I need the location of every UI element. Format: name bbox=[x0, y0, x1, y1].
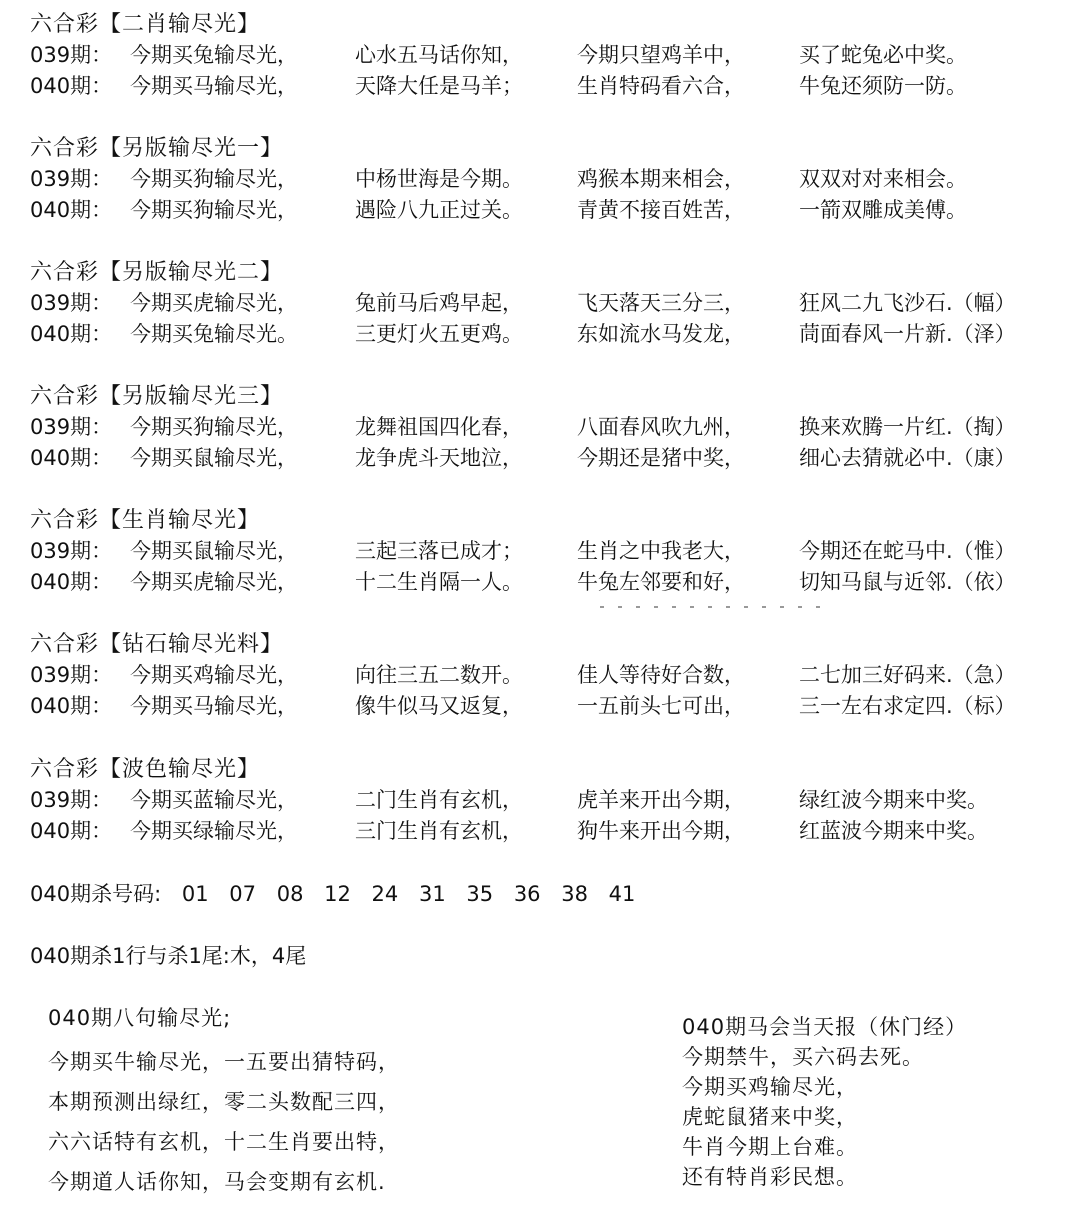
kill-numbers-label: 040期杀号码: bbox=[30, 882, 162, 906]
verse-line: 一箭双雕成美傅。 bbox=[799, 198, 967, 222]
verse-line: 绿红波今期来中奖。 bbox=[799, 788, 988, 812]
verse-line: 狂风二九飞沙石.（幅） bbox=[799, 291, 1016, 315]
verse-line: 茼面春风一片新.（泽） bbox=[799, 322, 1016, 346]
period-label: 040期： bbox=[30, 74, 113, 98]
period-row bbox=[30, 567, 1075, 598]
section-title: 六合彩【钻石输尽光料】 bbox=[30, 632, 284, 657]
kill-number: 24 bbox=[371, 882, 399, 906]
period-label: 040期： bbox=[30, 819, 113, 843]
verse-line: 东如流水马发龙， bbox=[577, 322, 745, 346]
verse-line: 今期买蓝输尽光， bbox=[130, 788, 298, 812]
section-title: 六合彩【二肖输尽光】 bbox=[30, 12, 261, 37]
verse-line: 一五前头七可出， bbox=[577, 694, 745, 718]
poem-line: 六六话特有玄机，十二生肖要出特， bbox=[48, 1130, 400, 1154]
verse-line: 今期买鸡输尽光， bbox=[130, 663, 298, 687]
period-row bbox=[30, 691, 1075, 722]
period-row bbox=[30, 164, 1075, 195]
section-ling-ban-3 bbox=[30, 382, 1075, 474]
kill-number: 31 bbox=[418, 882, 446, 906]
verse-line: 切知马鼠与近邻.（依） bbox=[799, 570, 1016, 594]
report-line: 牛肖今期上台难。 bbox=[682, 1135, 858, 1159]
period-label: 039期： bbox=[30, 415, 113, 439]
verse-line: 换来欢腾一片红.（掏） bbox=[799, 415, 1016, 439]
verse-line: 向往三五二数开。 bbox=[355, 663, 523, 687]
period-row bbox=[30, 660, 1075, 691]
period-row bbox=[30, 288, 1075, 319]
period-row bbox=[30, 816, 1075, 847]
period-label: 040期： bbox=[30, 694, 113, 718]
verse-line: 今期只望鸡羊中， bbox=[577, 43, 745, 67]
period-row bbox=[30, 71, 1075, 102]
poem-line: 今期买牛输尽光，一五要出猜特码， bbox=[48, 1050, 400, 1074]
kill-numbers-list bbox=[182, 882, 650, 906]
verse-line: 今期买兔输尽光。 bbox=[130, 322, 298, 346]
verse-line: 细心去猜就必中.（康） bbox=[799, 446, 1016, 470]
kill-number: 07 bbox=[229, 882, 257, 906]
verse-line: 三起三落已成才； bbox=[355, 539, 523, 563]
verse-line: 狗牛来开出今期， bbox=[577, 819, 745, 843]
eight-line-poem bbox=[48, 1003, 400, 1202]
period-row bbox=[30, 319, 1075, 350]
verse-line: 今期还在蛇马中.（惟） bbox=[799, 539, 1016, 563]
verse-line: 虎羊来开出今期， bbox=[577, 788, 745, 812]
period-row bbox=[30, 40, 1075, 71]
verse-line: 佳人等待好合数， bbox=[577, 663, 745, 687]
verse-line: 十二生肖隔一人。 bbox=[355, 570, 523, 594]
period-row bbox=[30, 412, 1075, 443]
period-row bbox=[30, 443, 1075, 474]
kill-number: 01 bbox=[181, 882, 209, 906]
section-sheng-xiao bbox=[30, 506, 1075, 598]
kill-number: 35 bbox=[466, 882, 494, 906]
verse-line: 中杨世海是今期。 bbox=[355, 167, 523, 191]
section-ling-ban-1 bbox=[30, 134, 1075, 226]
section-title: 六合彩【波色输尽光】 bbox=[30, 757, 261, 782]
period-row bbox=[30, 195, 1075, 226]
verse-line: 今期还是猪中奖， bbox=[577, 446, 745, 470]
poem-title: 040期八句输尽光; bbox=[48, 1006, 232, 1030]
kill-number: 38 bbox=[561, 882, 588, 906]
horse-club-report bbox=[682, 1012, 967, 1192]
period-row bbox=[30, 785, 1075, 816]
period-row bbox=[30, 536, 1075, 567]
verse-line: 像牛似马又返复， bbox=[355, 694, 523, 718]
report-line: 今期禁牛，买六码去死。 bbox=[682, 1045, 924, 1069]
verse-line: 天降大任是马羊； bbox=[355, 74, 523, 98]
verse-line: 今期买鼠输尽光， bbox=[130, 446, 298, 470]
verse-line: 今期买马输尽光， bbox=[130, 74, 298, 98]
period-label: 039期： bbox=[30, 291, 113, 315]
verse-line: 三一左右求定四.（标） bbox=[799, 694, 1016, 718]
kill-number: 08 bbox=[276, 882, 304, 906]
section-title: 六合彩【另版输尽光二】 bbox=[30, 260, 284, 285]
section-title: 六合彩【另版输尽光一】 bbox=[30, 136, 284, 161]
verse-line: 牛兔左邻要和好， bbox=[577, 570, 745, 594]
scan-artifact bbox=[600, 606, 830, 608]
verse-line: 今期买狗输尽光， bbox=[130, 167, 298, 191]
verse-line: 八面春风吹九州， bbox=[577, 415, 745, 439]
verse-line: 今期买绿输尽光， bbox=[130, 819, 298, 843]
verse-line: 三门生肖有玄机， bbox=[355, 819, 523, 843]
report-line: 今期买鸡输尽光， bbox=[682, 1075, 858, 1099]
section-title: 六合彩【生肖输尽光】 bbox=[30, 508, 261, 533]
verse-line: 心水五马话你知， bbox=[355, 43, 523, 67]
verse-line: 兔前马后鸡早起， bbox=[355, 291, 523, 315]
period-label: 040期： bbox=[30, 570, 113, 594]
verse-line: 牛兔还须防一防。 bbox=[799, 74, 967, 98]
period-label: 039期： bbox=[30, 43, 113, 67]
verse-line: 生肖特码看六合， bbox=[577, 74, 745, 98]
poem-line: 今期道人话你知，马会变期有玄机. bbox=[48, 1170, 386, 1194]
period-label: 039期： bbox=[30, 539, 113, 563]
verse-line: 今期买虎输尽光， bbox=[130, 570, 298, 594]
verse-line: 双双对对来相会。 bbox=[799, 167, 967, 191]
period-label: 039期： bbox=[30, 167, 113, 191]
verse-line: 今期买鼠输尽光， bbox=[130, 539, 298, 563]
verse-line: 遇险八九正过关。 bbox=[355, 198, 523, 222]
section-er-xiao bbox=[30, 10, 1075, 102]
verse-line: 鸡猴本期来相会， bbox=[577, 167, 745, 191]
verse-line: 红蓝波今期来中奖。 bbox=[799, 819, 988, 843]
period-label: 040期： bbox=[30, 322, 113, 346]
verse-line: 飞天落天三分三， bbox=[577, 291, 745, 315]
verse-line: 三更灯火五更鸡。 bbox=[355, 322, 523, 346]
kill-number: 36 bbox=[513, 882, 541, 906]
section-ling-ban-2 bbox=[30, 258, 1075, 350]
period-label: 039期： bbox=[30, 663, 113, 687]
verse-line: 生肖之中我老大， bbox=[577, 539, 745, 563]
kill-number: 41 bbox=[608, 882, 636, 906]
report-line: 虎蛇鼠猪来中奖， bbox=[682, 1105, 858, 1129]
verse-line: 今期买虎输尽光， bbox=[130, 291, 298, 315]
verse-line: 今期买兔输尽光， bbox=[130, 43, 298, 67]
poem-line: 本期预测出绿红，零二头数配三四， bbox=[48, 1090, 400, 1114]
section-bo-se bbox=[30, 755, 1075, 847]
verse-line: 买了蛇兔必中奖。 bbox=[799, 43, 967, 67]
section-zuan-shi bbox=[30, 630, 1075, 722]
section-title: 六合彩【另版输尽光三】 bbox=[30, 384, 284, 409]
kill-row-tail-line: 040期杀1行与杀1尾:木，4尾 bbox=[30, 944, 307, 968]
report-title: 040期马会当天报（休门经） bbox=[682, 1015, 968, 1039]
verse-line: 今期买马输尽光， bbox=[130, 694, 298, 718]
verse-line: 龙争虎斗天地泣， bbox=[355, 446, 523, 470]
kill-number: 12 bbox=[324, 882, 351, 906]
verse-line: 龙舞祖国四化春， bbox=[355, 415, 523, 439]
verse-line: 二门生肖有玄机， bbox=[355, 788, 523, 812]
kill-numbers-line bbox=[30, 879, 649, 909]
verse-line: 今期买狗输尽光， bbox=[130, 415, 298, 439]
period-label: 040期： bbox=[30, 446, 113, 470]
verse-line: 二七加三好码来.（急） bbox=[799, 663, 1016, 687]
report-line: 还有特肖彩民想。 bbox=[682, 1165, 858, 1189]
period-label: 039期： bbox=[30, 788, 113, 812]
verse-line: 青黄不接百姓苦， bbox=[577, 198, 745, 222]
period-label: 040期： bbox=[30, 198, 113, 222]
verse-line: 今期买狗输尽光， bbox=[130, 198, 298, 222]
